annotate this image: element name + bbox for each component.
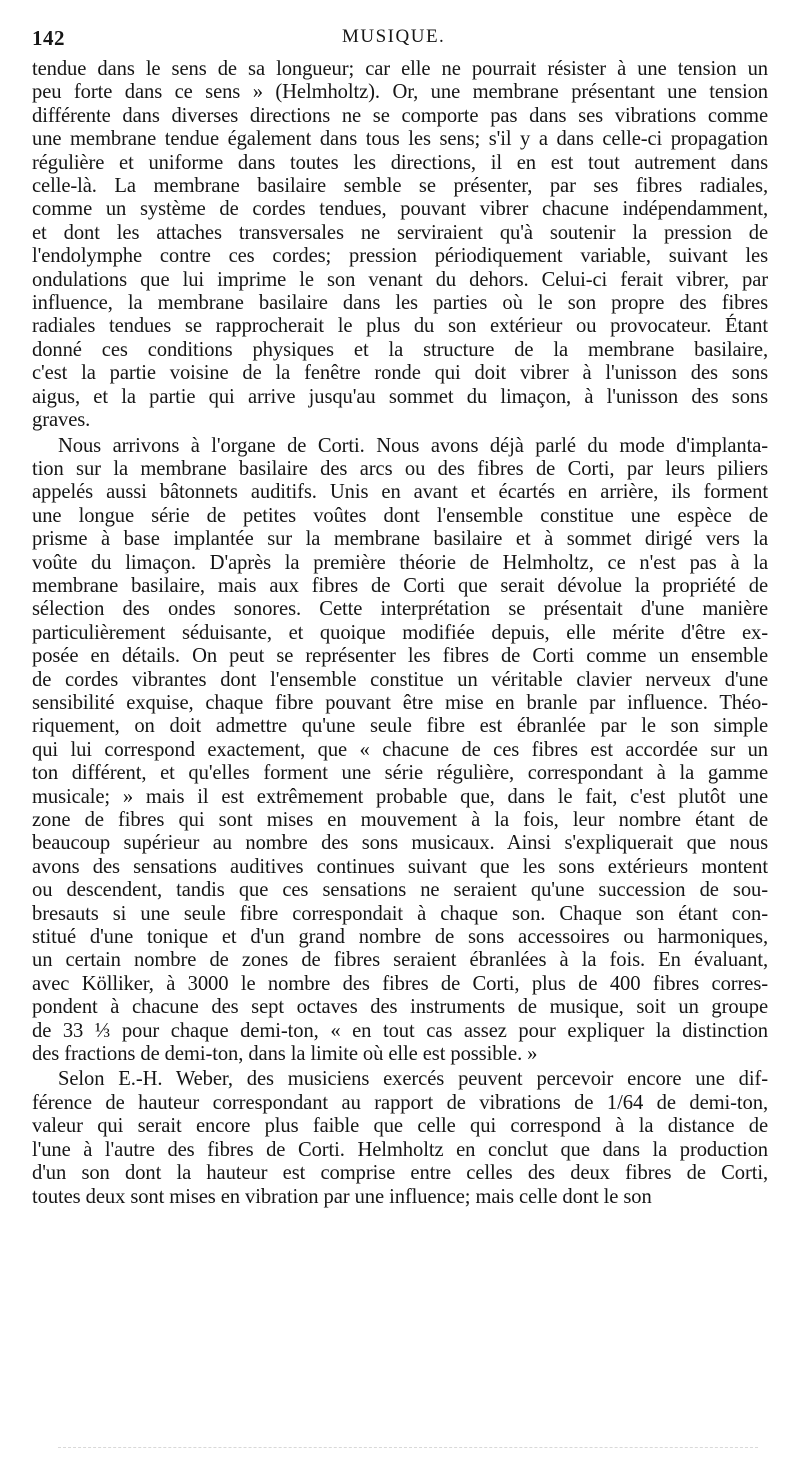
- text-line: donné ces conditions physiques et la structure de la membrane basilaire,: [32, 338, 768, 361]
- text-line: sélection des ondes sonores. Cette interprétation se présentait d'une manière: [32, 598, 768, 621]
- text-line: valeur qui serait encore plus faible que celle qui correspond à la distance de: [32, 1115, 768, 1138]
- text-line: sensibilité exquise, chaque fibre pouvant être mise en branle par influence. Théo-: [32, 691, 768, 714]
- text-line: de 33 ⅓ pour chaque demi-ton, « en tout cas assez pour expliquer la distinction: [32, 1019, 768, 1042]
- text-line: Selon E.-H. Weber, des musiciens exercés peuvent percevoir encore une dif-: [58, 1068, 768, 1091]
- text-line: stitué d'une tonique et d'un grand nombre de sons accessoires ou harmoniques,: [32, 926, 768, 949]
- page-number: 142: [32, 26, 65, 50]
- text-line: ondulations que lui imprime le son venant du dehors. Celui-ci ferait vibrer, par: [32, 268, 768, 291]
- text-line: ou descendent, tandis que ces sensations ne seraient qu'une succession de sou-: [32, 879, 768, 902]
- text-line: avec Kölliker, à 3000 le nombre des fibres de Corti, plus de 400 fibres corres-: [32, 972, 768, 995]
- text-line: celle-là. La membrane basilaire semble se présenter, par ses fibres radiales,: [32, 175, 768, 198]
- text-line: membrane basilaire, mais aux fibres de Corti que serait dévolue la propriété de: [32, 574, 768, 597]
- text-line: posée en détails. On peut se représenter les fibres de Corti comme un ensemble: [32, 645, 768, 668]
- text-line: peu forte dans ce sens » (Helmholtz). Or, une membrane présentant une tension: [32, 81, 768, 104]
- text-line: pondent à chacune des sept octaves des instruments de musique, soit un groupe: [32, 996, 768, 1019]
- paragraph: [32, 1068, 768, 1208]
- text-line: l'une à l'autre des fibres de Corti. Helmholtz en conclut que dans la production: [32, 1138, 768, 1161]
- text-line: l'endolymphe contre ces cordes; pression périodiquement variable, suivant les: [32, 245, 768, 268]
- text-line: qui lui correspond exactement, que « chacune de ces fibres est accordée sur un: [32, 738, 768, 761]
- page-bottom-artifact: [58, 1447, 758, 1448]
- text-line: tendue dans le sens de sa longueur; car elle ne pourrait résister à une tension un: [32, 58, 768, 80]
- text-line: prisme à base implantée sur la membrane basilaire et à sommet dirigé vers la: [32, 528, 768, 551]
- text-line: ton différent, et qu'elles forment une série régulière, correspondant à la gamme: [32, 762, 768, 785]
- text-line: avons des sensations auditives continues suivant que les sons extérieurs montent: [32, 855, 768, 878]
- text-line: une longue série de petites voûtes dont l'ensemble constitue une espèce de: [32, 504, 768, 527]
- text-line: régulière et uniforme dans toutes les directions, il en est tout autrement dans: [32, 151, 768, 174]
- paragraph: [32, 435, 768, 1067]
- text-line: beaucoup supérieur au nombre des sons musicaux. Ainsi s'expliquerait que nous: [32, 832, 768, 855]
- text-line: comme un système de cordes tendues, pouvant vibrer chacune indépendamment,: [32, 198, 768, 221]
- text-line: un certain nombre de zones de fibres seraient ébranlées à la fois. En évaluant,: [32, 949, 768, 972]
- text-line: d'un son dont la hauteur est comprise entre celles des deux fibres de Corti,: [32, 1162, 768, 1185]
- text-line: zone de fibres qui sont mises en mouvement à la fois, leur nombre étant de: [32, 809, 768, 831]
- text-line: particulièrement séduisante, et quoique modifiée depuis, elle mérite d'être ex-: [32, 621, 768, 644]
- text-line: musicale; » mais il est extrêmement probable que, dans le fait, c'est plutôt une: [32, 785, 768, 808]
- text-line: radiales tendues se rapprocherait le plus du son extérieur ou provocateur. Étant: [32, 315, 768, 338]
- text-line: et dont les attaches transversales ne serviraient qu'à soutenir la pression de: [32, 221, 768, 244]
- running-head: [32, 26, 772, 56]
- text-line: appelés aussi bâtonnets auditifs. Unis en avant et écartés en arrière, ils forment: [32, 481, 768, 504]
- text-line: différente dans diverses directions ne se comporte pas dans ses vibrations comme: [32, 104, 768, 127]
- paragraph: [32, 58, 768, 433]
- text-line: bresauts si une seule fibre correspondait à chaque son. Chaque son étant con-: [32, 902, 768, 925]
- body-text: [32, 58, 768, 1209]
- text-line: graves.: [32, 409, 91, 432]
- text-line: c'est la partie voisine de la fenêtre ronde qui doit vibrer à l'unisson des sons: [32, 362, 768, 385]
- text-line: tion sur la membrane basilaire des arcs ou des fibres de Corti, par leurs piliers: [32, 457, 768, 480]
- text-line: une membrane tendue également dans tous les sens; s'il y a dans celle-ci propagation: [32, 128, 768, 151]
- text-line: influence, la membrane basilaire dans les parties où le son propre des fibres: [32, 292, 768, 315]
- text-line: férence de hauteur correspondant au rapport de vibrations de 1/64 de demi-ton,: [32, 1091, 768, 1114]
- text-line: riquement, on doit admettre qu'une seule fibre est ébranlée par le son simple: [32, 715, 768, 738]
- running-title: MUSIQUE.: [342, 26, 446, 47]
- text-line: Nous arrivons à l'organe de Corti. Nous avons déjà parlé du mode d'implanta-: [58, 434, 768, 457]
- text-line: voûte du limaçon. D'après la première théorie de Helmholtz, ce n'est pas à la: [32, 551, 768, 574]
- text-line: de cordes vibrantes dont l'ensemble constitue un véritable clavier nerveux d'une: [32, 668, 768, 691]
- text-line: aigus, et la partie qui arrive jusqu'au sommet du limaçon, à l'unisson des sons: [32, 385, 768, 408]
- text-line: des fractions de demi-ton, dans la limite où elle est possible. »: [32, 1043, 538, 1066]
- text-line: toutes deux sont mises en vibration par une influence; mais celle dont le son: [32, 1185, 652, 1208]
